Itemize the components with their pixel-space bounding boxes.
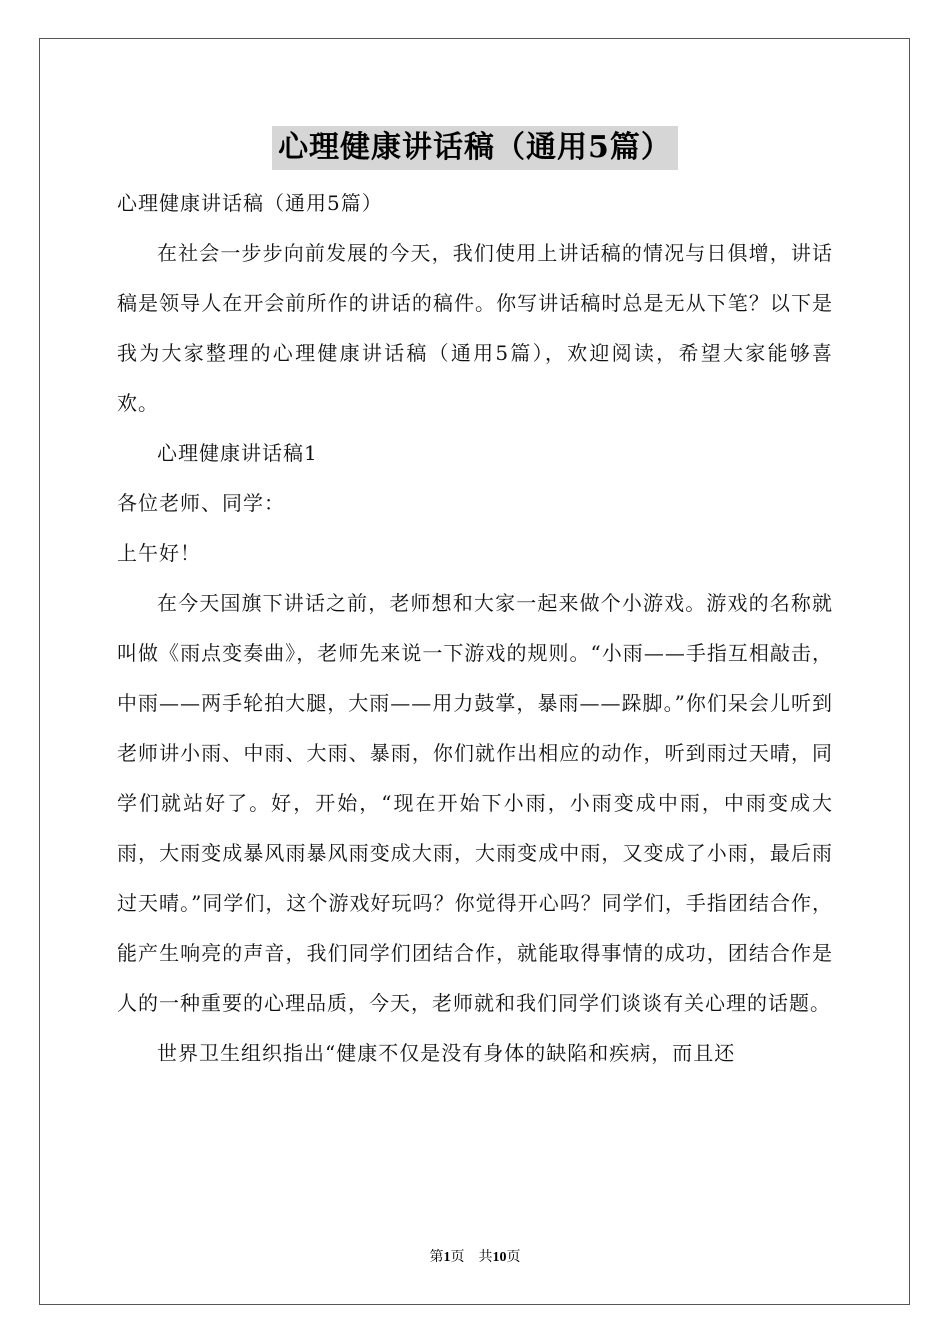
footer-page-current: 1 [443,1250,451,1265]
page-footer [0,1246,950,1266]
footer-page-mid: 页 共 [450,1250,493,1265]
paragraph: 在今天国旗下讲话之前，老师想和大家一起来做个小游戏。游戏的名称就叫做《雨点变奏曲》，老师先来说一下游戏的规则。“小雨——手指互相敲击，中雨——两手轮拍大腿，大雨——用力鼓掌，暴雨——跺脚。”你们呆会儿听到老师讲小雨、中雨、大雨、暴雨，你们就作出相应的动作，听到雨过天晴，同学们就站好了。好，开始，“现在开始下小雨，小雨变成中雨，中雨变成大雨，大雨变成暴风雨暴风雨变成大雨，大雨变成中雨，又变成了小雨，最后雨过天晴。”同学们，这个游戏好玩吗？你觉得开心吗？同学们，手指团结合作，能产生响亮的声音，我们同学们团结合作，就能取得事情的成功，团结合作是人的一种重要的心理品质，今天，老师就和我们同学们谈谈有关心理的话题。 [117,591,833,1015]
paragraph: 各位老师、同学： [117,491,285,515]
paragraph: 心理健康讲话稿1 [157,441,318,465]
document-body [117,178,833,1078]
document-title: 心理健康讲话稿（通用5篇） [272,126,678,170]
paragraph: 上午好！ [117,541,201,565]
paragraph: 心理健康讲话稿（通用5篇） [117,191,383,215]
document-title-container [0,126,950,170]
paragraph: 在社会一步步向前发展的今天，我们使用上讲话稿的情况与日俱增，讲话稿是领导人在开会前所作的讲话的稿件。你写讲话稿时总是无从下笔？以下是我为大家整理的心理健康讲话稿（通用5篇），欢迎阅读，希望大家能够喜欢。 [117,241,833,415]
paragraph: 世界卫生组织指出“健康不仅是没有身体的缺陷和疾病，而且还 [157,1041,736,1065]
footer-page-suffix: 页 [506,1250,521,1265]
footer-page-total: 10 [492,1250,507,1265]
footer-page-prefix: 第 [429,1250,444,1265]
